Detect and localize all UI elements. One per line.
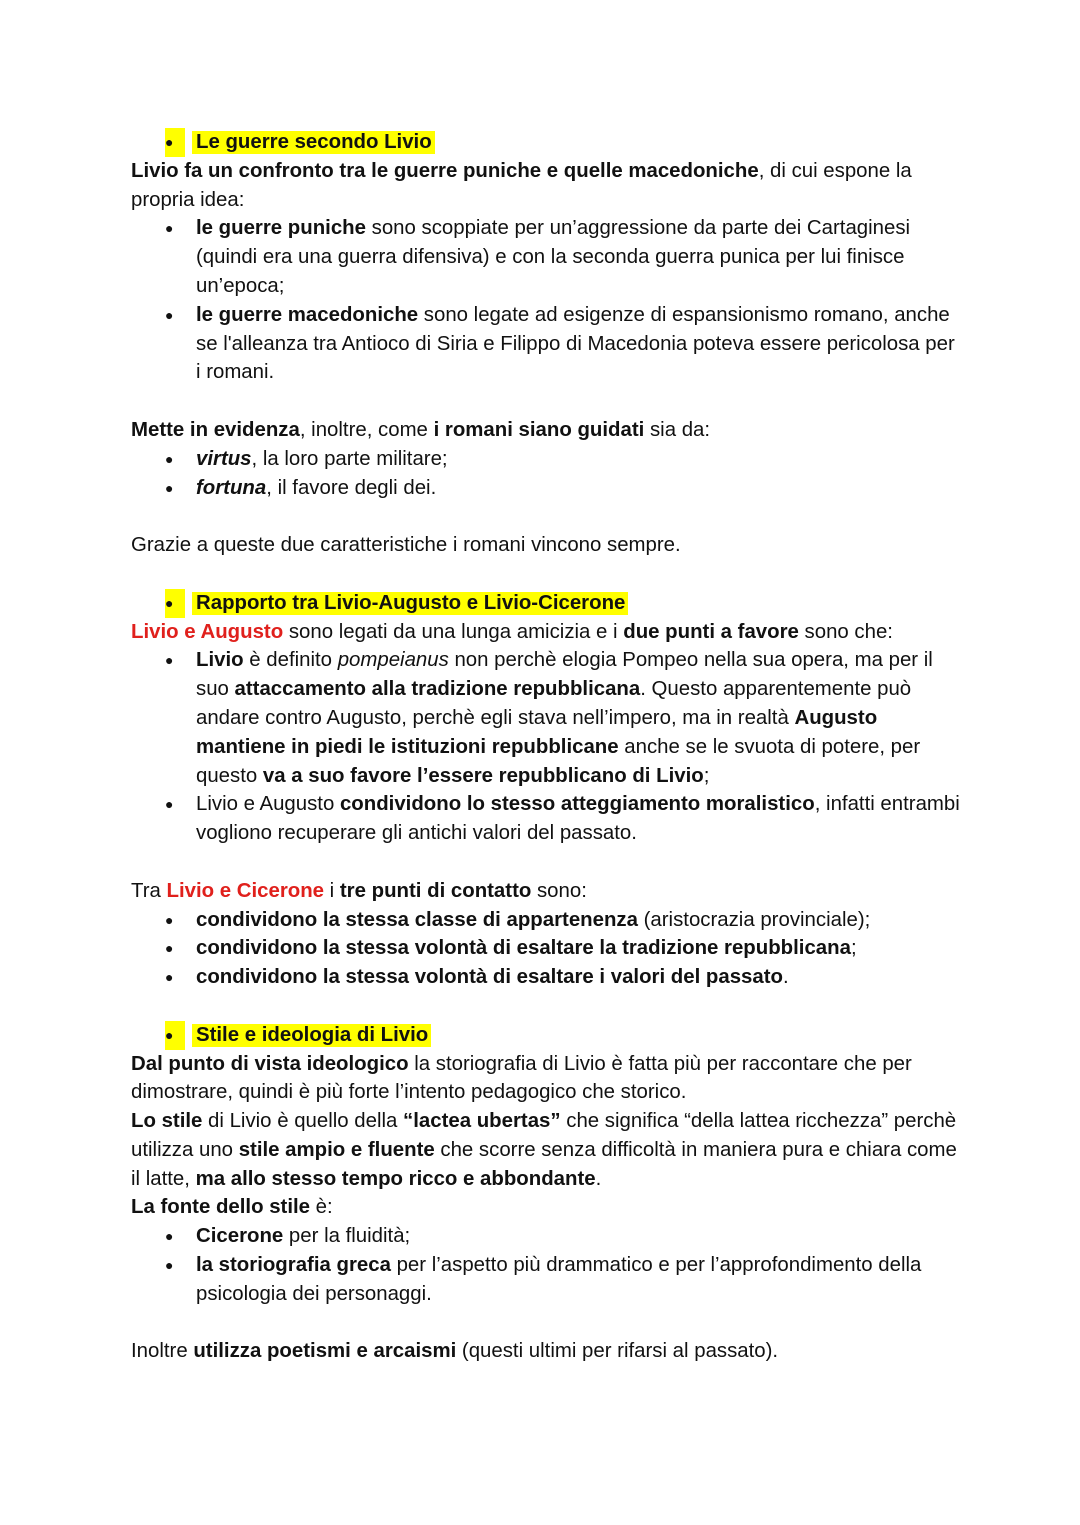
bullet-list	[131, 646, 961, 848]
list-item: ● le guerre puniche sono scoppiate per un’aggressione da parte dei Cartaginesi (quindi era una guerra difensiva) e con la seconda guerra punica per lui finisce un’epoca;	[131, 214, 961, 300]
paragraph: Grazie a queste due caratteristiche i romani vincono sempre.	[131, 534, 681, 557]
list-item: ● la storiografia greca per l’aspetto più drammatico e per l’approfondimento della psicologia dei personaggi.	[131, 1251, 961, 1309]
paragraph: Dal punto di vista ideologico la storiografia di Livio è fatta più per raccontare che per dimostrare, quindi è più forte l’intento pedagogico che storico.	[131, 1052, 912, 1104]
list-item: ● condividono la stessa volontà di esaltare la tradizione repubblicana;	[131, 934, 961, 963]
list-item: ● Livio è definito pompeianus non perchè elogia Pompeo nella sua opera, ma per il suo attaccamento alla tradizione repubblicana. Questo apparentemente può andare contro Augusto, perchè egli stava nell’impero, ma in realtà Augusto mantiene in piedi le istituzioni repubblicane anche se le svuota di potere, per questo va a suo favore l’essere repubblicano di Livio;	[131, 646, 961, 790]
section-heading-stile: ● Stile e ideologia di Livio	[131, 1021, 961, 1050]
list-item: ● condividono la stessa classe di appartenenza (aristocrazia provinciale);	[131, 906, 961, 935]
paragraph: La fonte dello stile è:	[131, 1196, 333, 1219]
document-body	[131, 128, 961, 1366]
list-item: ● fortuna, il favore degli dei.	[131, 474, 961, 503]
paragraph: Lo stile di Livio è quello della “lactea ubertas” che significa “della lattea ricchezza” perchè utilizza uno stile ampio e fluente che scorre senza difficoltà in maniera pura e chiara come il latte, ma allo stesso tempo ricco e abbondante.	[131, 1110, 957, 1190]
section-heading-rapporto: ● Rapporto tra Livio-Augusto e Livio-Cicerone	[131, 589, 961, 618]
bullet-list	[131, 906, 961, 992]
paragraph: Livio fa un confronto tra le guerre puniche e quelle macedoniche, di cui espone la propria idea:	[131, 159, 912, 211]
paragraph: Mette in evidenza, inoltre, come i romani siano guidati sia da:	[131, 418, 711, 441]
list-item: ● Livio e Augusto condividono lo stesso atteggiamento moralistico, infatti entrambi vogliono recuperare gli antichi valori del passato.	[131, 790, 961, 848]
paragraph: Tra Livio e Cicerone i tre punti di contatto sono:	[131, 879, 587, 902]
paragraph: Inoltre utilizza poetismi e arcaismi (questi ultimi per rifarsi al passato).	[131, 1340, 779, 1363]
paragraph: Livio e Augusto sono legati da una lunga amicizia e i due punti a favore sono che:	[131, 620, 893, 643]
bullet-list	[131, 214, 961, 387]
bullet-list	[131, 445, 961, 503]
bullet-list	[131, 1222, 961, 1308]
list-item: ● virtus, la loro parte militare;	[131, 445, 961, 474]
list-item: ● condividono la stessa volontà di esaltare i valori del passato.	[131, 963, 961, 992]
list-item: ● le guerre macedoniche sono legate ad esigenze di espansionismo romano, anche se l'alleanza tra Antioco di Siria e Filippo di Macedonia poteva essere pericolosa per i romani.	[131, 301, 961, 387]
section-heading-guerre: ● Le guerre secondo Livio	[131, 128, 961, 157]
list-item: ● Cicerone per la fluidità;	[131, 1222, 961, 1251]
